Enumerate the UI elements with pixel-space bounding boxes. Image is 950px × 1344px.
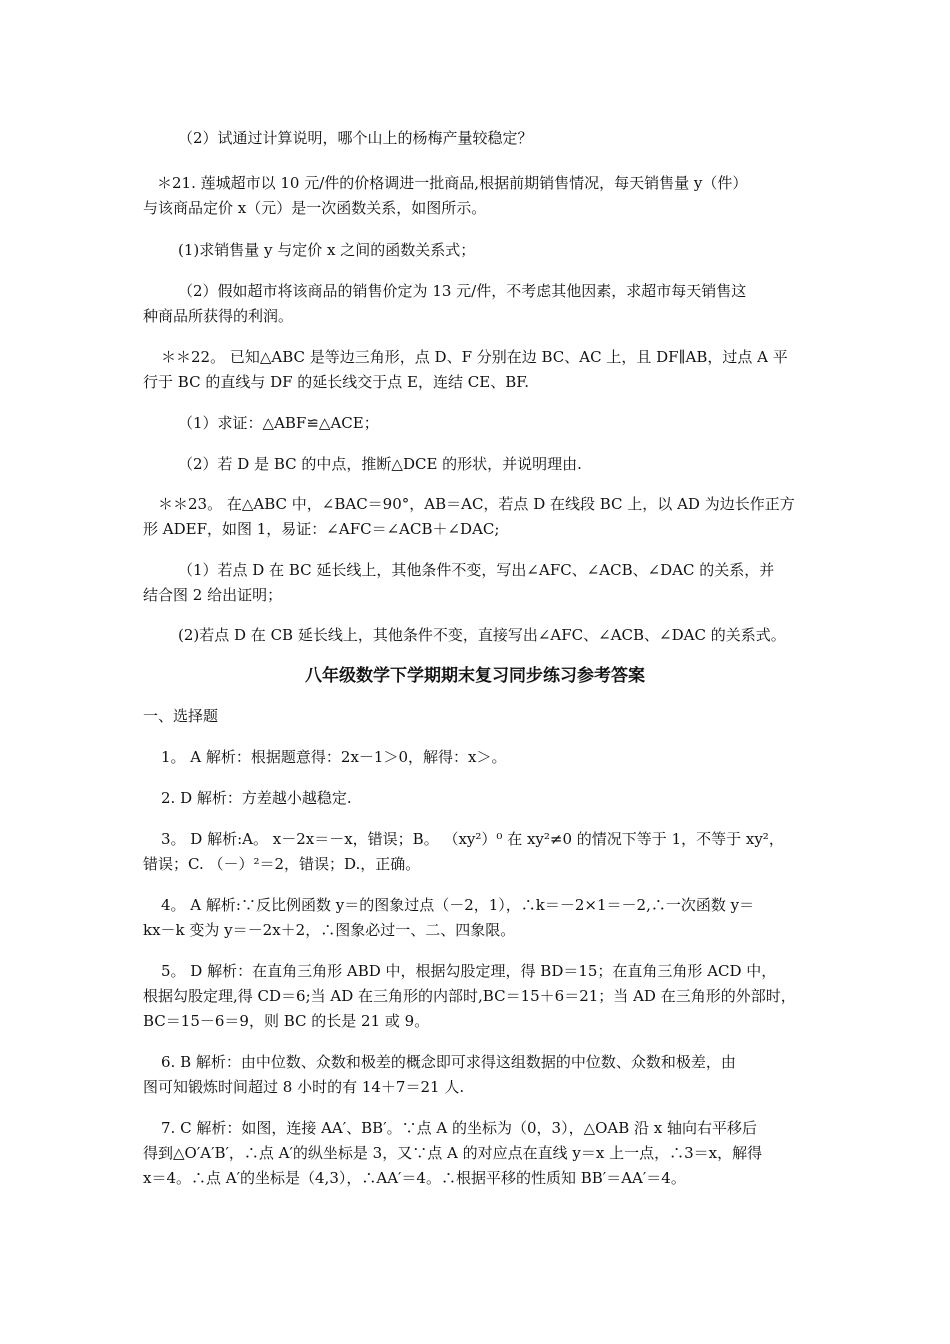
question-21-part-2-line-1: （2）假如超市将该商品的销售价定为 13 元/件，不考虑其他因素，求超市每天销售这: [178, 282, 747, 300]
answer-1: 1。 A 解析：根据题意得：2x－1＞0，解得：x＞。: [161, 748, 507, 766]
question-22-line-2: 行于 BC 的直线与 DF 的延长线交于点 E，连结 CE、BF.: [143, 373, 530, 391]
question-23-line-1: ＊＊23。 在△ABC 中，∠BAC＝90°，AB＝AC，若点 D 在线段 BC 上，以 AD 为边长作正方: [158, 495, 795, 513]
answer-6-line-2: 图可知锻炼时间超过 8 小时的有 14＋7＝21 人.: [143, 1078, 465, 1096]
question-22-part-1: （1）求证：△ABF≌△ACE；: [178, 414, 379, 432]
answer-4-line-1: 4。 A 解析:∵反比例函数 y＝的图象过点（－2，1），∴k＝－2×1＝－2,∴一次函数 y＝: [161, 896, 755, 914]
section-heading: 一、选择题: [143, 707, 219, 725]
question-23-part-2: (2)若点 D 在 CB 延长线上，其他条件不变，直接写出∠AFC、∠ACB、∠DAC 的关系式。: [178, 626, 786, 644]
question-22-part-2: （2）若 D 是 BC 的中点，推断△DCE 的形状，并说明理由.: [178, 455, 582, 473]
question-20-part-2: （2）试通过计算说明，哪个山上的杨梅产量较稳定？: [178, 129, 533, 147]
answer-7-line-2: 得到△O′A′B′，∴点 A′的纵坐标是 3，又∵点 A 的对应点在直线 y＝x 上一点，∴3＝x，解得: [143, 1144, 763, 1162]
question-23-line-2: 形 ADEF，如图 1，易证：∠AFC＝∠ACB＋∠DAC;: [143, 520, 500, 538]
answer-7-line-1: 7. C 解析：如图，连接 AA′、BB′。∵点 A 的坐标为（0，3），△OAB 沿 x 轴向右平移后: [161, 1119, 758, 1137]
answer-6-line-1: 6. B 解析：由中位数、众数和极差的概念即可求得这组数据的中位数、众数和极差，由: [161, 1053, 736, 1071]
answer-3-line-2: 错误；C. （－）²＝2，错误；D.，正确。: [143, 855, 421, 873]
question-22-line-1: ＊＊22。 已知△ABC 是等边三角形，点 D、F 分别在边 BC、AC 上，且 DF∥AB，过点 A 平: [161, 348, 788, 366]
answer-5-line-1: 5。 D 解析：在直角三角形 ABD 中，根据勾股定理，得 BD＝15；在直角三角形 ACD 中，: [161, 962, 777, 980]
question-23-part-1-line-1: （1）若点 D 在 BC 延长线上，其他条件不变，写出∠AFC、∠ACB、∠DAC 的关系，并: [178, 561, 775, 579]
question-21-line-2: 与该商品定价 x（元）是一次函数关系，如图所示。: [143, 199, 487, 217]
question-21-part-1: (1)求销售量 y 与定价 x 之间的函数关系式；: [178, 241, 476, 259]
answer-7-line-3: x＝4。∴点 A′的坐标是（4,3），∴AA′＝4。∴根据平移的性质知 BB′＝AA′＝4。: [143, 1169, 686, 1187]
answer-5-line-2: 根据勾股定理,得 CD＝6;当 AD 在三角形的内部时,BC＝15＋6＝21；当 AD 在三角形的外部时，: [143, 987, 796, 1005]
question-21-line-1: ＊21. 莲城超市以 10 元/件的价格调进一批商品,根据前期销售情况，每天销售量 y（件）: [157, 174, 748, 192]
question-23-part-1-line-2: 结合图 2 给出证明；: [143, 586, 283, 604]
answer-4-line-2: kx－k 变为 y＝－2x＋2，∴图象必过一、二、四象限。: [143, 921, 516, 939]
answer-2: 2. D 解析：方差越小越稳定.: [161, 789, 352, 807]
answer-3-line-1: 3。 D 解析:A。 x－2x＝－x，错误；B。 （xy²）⁰ 在 xy²≠0 的情况下等于 1，不等于 xy²，: [161, 830, 784, 848]
answers-title: 八年级数学下学期期末复习同步练习参考答案: [305, 666, 645, 686]
question-21-part-2-line-2: 种商品所获得的利润。: [143, 307, 294, 325]
answer-5-line-3: BC＝15－6＝9，则 BC 的长是 21 或 9。: [143, 1012, 430, 1030]
